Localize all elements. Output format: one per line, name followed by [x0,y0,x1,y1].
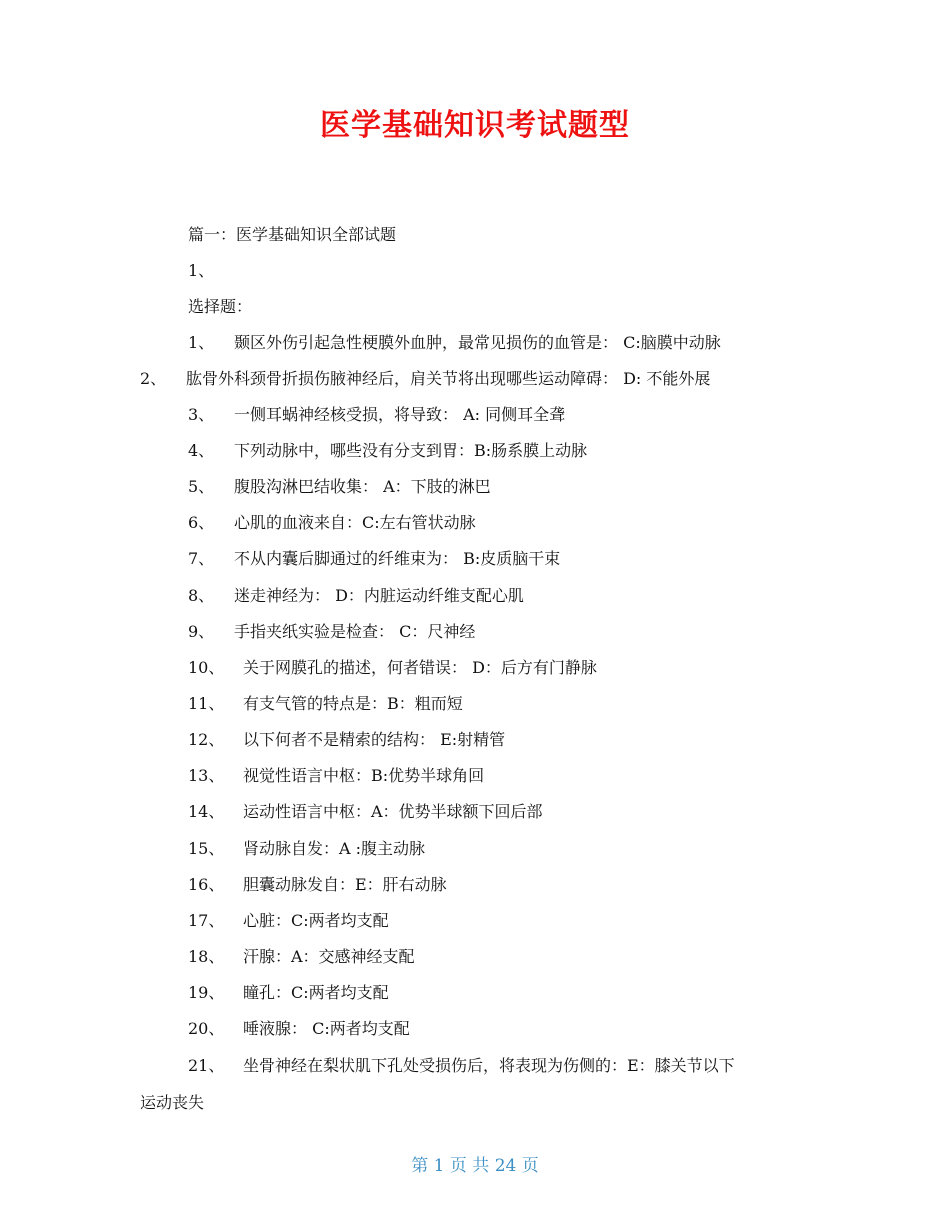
question-item: 16、 胆囊动脉发自：E：肝右动脉 [188,875,447,894]
section-heading: 篇一：医学基础知识全部试题 [188,225,397,244]
question-item: 13、 视觉性语言中枢：B:优势半球角回 [188,766,485,785]
question-item: 4、 下列动脉中，哪些没有分支到胃：B:肠系膜上动脉 [188,441,588,460]
question-item: 19、 瞳孔：C:两者均支配 [188,983,389,1002]
question-item: 6、 心肌的血液来自：C:左右管状动脉 [188,513,476,532]
question-continuation: 运动丧失 [140,1093,205,1112]
question-item: 18、 汗腺：A：交感神经支配 [188,947,415,966]
subsection-number: 1、 [188,261,215,280]
question-item: 10、 关于网膜孔的描述，何者错误： D：后方有门静脉 [188,658,597,677]
subsection-heading: 选择题： [188,297,253,316]
document-title: 医学基础知识考试题型 [320,108,630,143]
question-item: 3、 一侧耳蜗神经核受损，将导致： A: 同侧耳全聋 [188,405,566,424]
question-item: 8、 迷走神经为： D：内脏运动纤维支配心肌 [188,586,524,605]
question-item: 1、 颞区外伤引起急性梗膜外血肿，最常见损伤的血管是： C:脑膜中动脉 [188,333,721,352]
question-item: 21、 坐骨神经在梨状肌下孔处受损伤后，将表现为伤侧的：E：膝关节以下 [188,1056,735,1075]
page-footer: 第 1 页 共 24 页 [411,1156,539,1176]
question-item: 12、 以下何者不是精索的结构： E:射精管 [188,730,506,749]
question-item: 9、 手指夹纸实验是检查： C：尺神经 [188,622,476,641]
question-item: 2、 肱骨外科颈骨折损伤腋神经后，肩关节将出现哪些运动障碍： D: 不能外展 [140,369,711,388]
question-item: 11、 有支气管的特点是：B：粗而短 [188,694,463,713]
question-item: 14、 运动性语言中枢：A：优势半球额下回后部 [188,802,543,821]
question-item: 7、 不从内囊后脚通过的纤维束为： B:皮质脑干束 [188,549,561,568]
question-item: 20、 唾液腺： C:两者均支配 [188,1019,410,1038]
question-item: 15、 肾动脉自发：A :腹主动脉 [188,839,426,858]
question-item: 5、 腹股沟淋巴结收集： A：下肢的淋巴 [188,477,491,496]
question-item: 17、 心脏：C:两者均支配 [188,911,389,930]
